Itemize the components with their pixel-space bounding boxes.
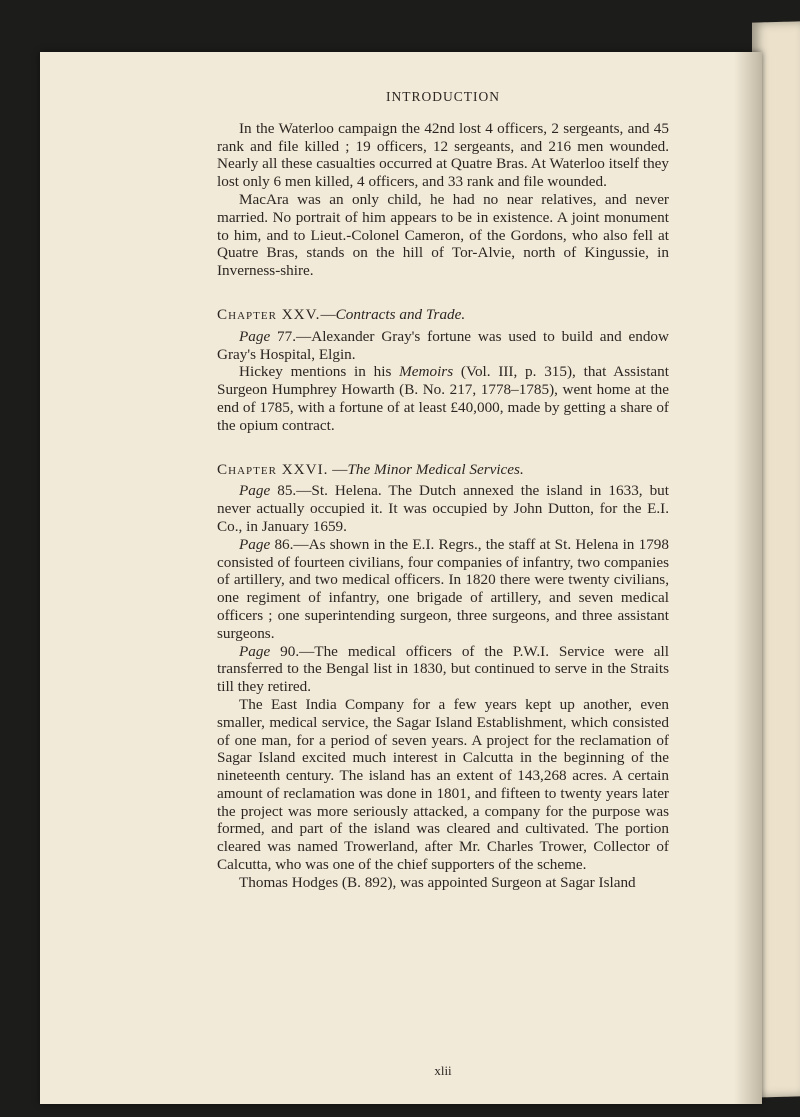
- page-90-text: 90.—The medical officers of the P.W.I. Service were all transferred to the Bengal list in 1830, but continued to serve in the Straits till they retired.: [217, 642, 669, 696]
- page-86-text: 86.—As shown in the E.I. Regrs., the staff at St. Helena in 1798 consisted of fourteen civilians, four companies of infantry, two companies of artillery, and two medical officers. In 1820 there were twenty civilians, one regiment of infantry, one brigade of artillery, and seven medical officers ; one superintending surgeon, three surgeons, and three assistant surgeons.: [217, 535, 669, 642]
- chapter-25-title: Contracts and Trade.: [335, 305, 466, 323]
- page-content: [217, 88, 669, 892]
- chapter-25-dash: —: [320, 305, 336, 323]
- chapter-26-title: The Minor Medical Services.: [347, 460, 524, 478]
- paragraph-page-86: [217, 536, 669, 643]
- page-77-ref: Page: [239, 327, 271, 345]
- running-head: INTRODUCTION: [386, 89, 500, 104]
- hickey-pre: Hickey mentions in his: [239, 363, 400, 381]
- page-86-ref: Page: [239, 535, 271, 553]
- paragraph-hickey: [217, 363, 669, 434]
- paragraph-page-85: [217, 482, 669, 535]
- chapter-25-label: Chapter XXV.: [217, 305, 321, 323]
- paragraph-hodges: Thomas Hodges (B. 892), was appointed Surgeon at Sagar Island: [239, 873, 636, 891]
- paragraph-waterloo: In the Waterloo campaign the 42nd lost 4 officers, 2 sergeants, and 45 rank and file killed ; 19 officers, 12 sergeants, and 216 men wounded. Nearly all these casualties occurred at Quatre Bras. At Waterloo itself they lost only 6 men killed, 4 officers, and 33 rank and file wounded.: [217, 119, 669, 191]
- chapter-26-heading: [217, 461, 669, 479]
- page-90-ref: Page: [239, 642, 271, 660]
- chapter-26-label: Chapter XXVI.: [217, 460, 329, 478]
- page-85-ref: Page: [239, 482, 271, 500]
- spine-shadow: [734, 52, 762, 1104]
- paragraph-page-77: [217, 328, 669, 364]
- page-85-text: 85.—St. Helena. The Dutch annexed the island in 1633, but never actually occupied it. It was occupied by John Dutton, for the E.I. Co., in January 1659.: [217, 482, 669, 535]
- chapter-26-dash: —: [328, 460, 348, 478]
- hickey-memoirs: Memoirs: [399, 363, 454, 381]
- paragraph-page-90: [217, 643, 669, 696]
- page-77-text: 77.—Alexander Gray's fortune was used to build and endow Gray's Hospital, Elgin.: [217, 327, 669, 363]
- paragraph-macara: MacAra was an only child, he had no near relatives, and never married. No portrait of him appears to be in existence. A joint monument to him, and to Lieut.-Colonel Cameron, of the Gordons, who also fell at Quatre Bras, stands on the hill of Tor-Alvie, north of Kingussie, in Inverness-shire.: [217, 190, 669, 280]
- chapter-25-heading: [217, 306, 669, 324]
- hickey-post: (Vol. III, p. 315), that Assistant Surgeon Humphrey Howarth (B. No. 217, 1778–1785), went home at the end of 1785, with a fortune of at least £40,000, made by getting a share of the opium contract.: [217, 363, 669, 434]
- page-number: xlii: [434, 1063, 452, 1078]
- paragraph-sagar-island: The East India Company for a few years kept up another, even smaller, medical service, the Sagar Island Establishment, which consisted of one man, for a period of seven years. A project for the reclamation of Sagar Island excited much interest in Calcutta in the beginning of the nineteenth century. The island has an extent of 143,268 acres. A certain amount of reclamation was done in 1801, and fifteen to twenty years later the project was more seriously attacked, a company for the purpose was formed, and part of the island was cleared and cultivated. The portion cleared was named Trowerland, after Mr. Charles Trower, Collector of Calcutta, who was one of the chief supporters of the scheme.: [217, 695, 669, 874]
